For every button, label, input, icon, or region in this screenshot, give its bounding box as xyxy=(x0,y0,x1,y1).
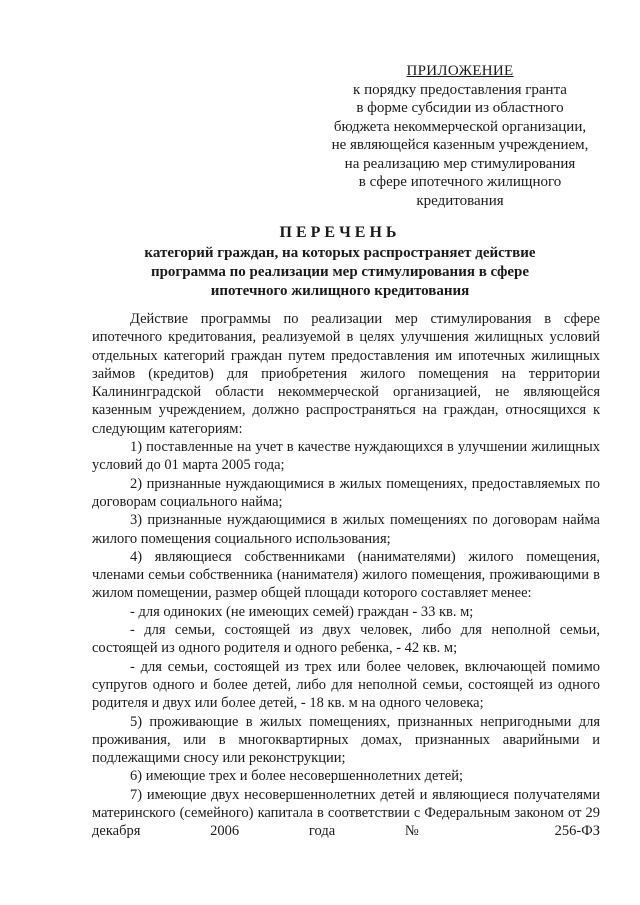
category-item-1: 1) поставленные на учет в качестве нуждающихся в улучшении жилищных условий до 01 марта 2005 года; xyxy=(92,439,600,474)
annex-line: бюджета некоммерческой организации, xyxy=(333,118,587,135)
document-subtitle-line: программа по реализации мер стимулирования в сфере xyxy=(150,264,530,280)
annex-title: ПРИЛОЖЕНИЕ xyxy=(406,63,514,79)
annex-line: в сфере ипотечного жилищного xyxy=(358,174,562,190)
category-item-4-subitem: - для одиноких (не имеющих семей) граждан - 33 кв. м; xyxy=(130,603,474,620)
annex-block xyxy=(300,62,620,210)
document-body xyxy=(92,310,600,841)
category-item-5: 5) проживающие в жилых помещениях, признанных непригодными для проживания, или в многоквартирных домах, признанных аварийными и подлежащими сносу или реконструкции; xyxy=(92,713,600,767)
document-subtitle-line: ипотечного жилищного кредитования xyxy=(210,283,470,299)
intro-paragraph: Действие программы по реализации мер стимулирования в сфере ипотечного кредитования, реализуемой в целях улучшения жилищных условий отдельных категорий граждан путем предоставления им ипотечных жилищных займов (кредитов) для приобретения жилого помещения на территории Калининградской области некоммерческой организацией, не являющейся казенным учреждением, должно распространяться на граждан, относящихся к следующим категориям: xyxy=(92,311,600,437)
annex-line: к порядку предоставления гранта xyxy=(353,81,567,98)
document-title: ПЕРЕЧЕНЬ xyxy=(279,224,401,241)
category-item-4-subitem: - для семьи, состоящей из двух человек, либо для неполной семьи, состоящей из одного родителя и одного ребенка, - 42 кв. м; xyxy=(92,622,600,657)
category-item-2: 2) признанные нуждающимися в жилых помещениях, предоставляемых по договорам социального найма; xyxy=(92,475,600,510)
annex-line: не являющейся казенным учреждением, xyxy=(331,137,589,153)
annex-line: в форме субсидии из областного xyxy=(356,100,564,116)
document-heading xyxy=(70,222,610,301)
annex-line: кредитования xyxy=(416,192,504,209)
annex-line: на реализацию мер стимулирования xyxy=(344,155,576,172)
category-item-3: 3) признанные нуждающимися в жилых помещениях по договорам найма жилого помещения социального использования; xyxy=(92,512,600,547)
document-subtitle-line: категорий граждан, на которых распространяет действие xyxy=(144,245,536,261)
category-item-4: 4) являющиеся собственниками (нанимателями) жилого помещения, членами семьи собственника (нанимателя) жилого помещения, проживающими в жилом помещении, размер общей площади которого составляет менее: xyxy=(92,548,600,602)
category-item-7: 7) имеющие двух несовершеннолетних детей и являющиеся получателями материнского (семейного) капитала в соответствии с Федеральным законом от 29 декабря 2006 года № 256-ФЗ xyxy=(92,786,600,840)
category-item-6: 6) имеющие трех и более несовершеннолетних детей; xyxy=(130,768,463,785)
category-item-4-subitem: - для семьи, состоящей из трех или более человек, включающей помимо супругов одного и более детей, либо для неполной семьи, состоящей из одного родителя и двух или более детей, - 18 кв. м на одного человека; xyxy=(92,658,600,712)
